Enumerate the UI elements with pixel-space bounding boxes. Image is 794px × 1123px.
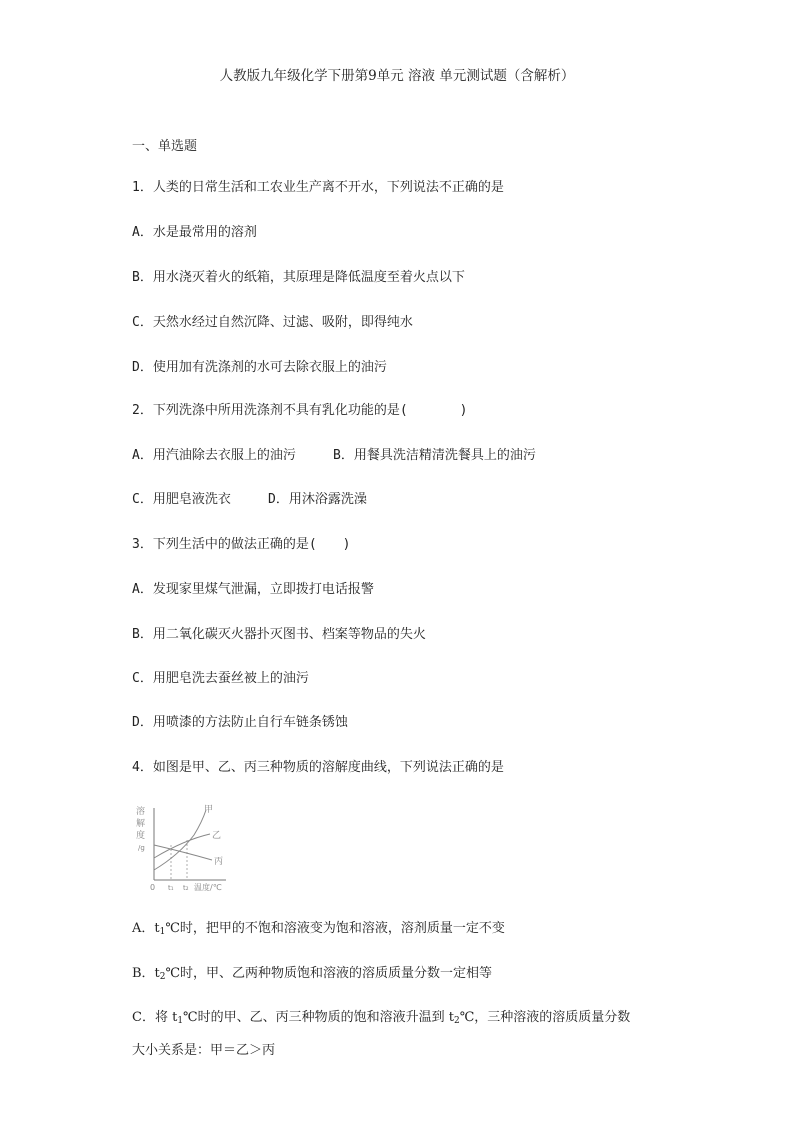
y-label-2: 解 [136,819,146,829]
y-label-4: /g [138,844,145,852]
solubility-curve-figure [134,800,234,895]
question-3-option-b: B．用二氧化碳灭火器扑灭图书、档案等物品的失火 [132,627,426,642]
question-1-stem: 1．人类的日常生活和工农业生产离不开水，下列说法不正确的是 [132,180,504,195]
question-1-option-c: C．天然水经过自然沉降、过滤、吸附，即得纯水 [132,315,413,330]
document-title: 人教版九年级化学下册第9单元 溶液 单元测试题（含解析） [219,68,575,84]
section-heading: 一、单选题 [132,139,198,154]
question-2-option-d: D．用沐浴露洗澡 [268,492,367,507]
question-4-option-a: A．$t_1℃$时，把甲的不饱和溶液变为饱和溶液，溶剂质量一定不变 [132,921,505,937]
question-3-option-d: D．用喷漆的方法防止自行车链条锈蚀 [132,715,348,730]
question-3-stem: 3．下列生活中的做法正确的是( ) [132,537,351,552]
question-1-option-a: A．水是最常用的溶剂 [132,225,257,240]
question-2-option-a: A．用汽油除去衣服上的油污 [132,448,296,463]
question-4-option-b: B．$t_2℃$时，甲、乙两种物质饱和溶液的溶质质量分数一定相等 [132,966,493,982]
series-label-bing: 丙 [214,857,224,867]
question-4-option-c: C．将 $t_1℃$时的甲、乙、丙三种物质的饱和溶液升温到 $t_2℃$，三种溶液的溶质质量分数 [132,1010,631,1026]
tick-t2: t₂ [183,884,189,892]
question-2-option-b: B．用餐具洗洁精清洗餐具上的油污 [333,448,536,463]
question-2-stem: 2．下列洗涤中所用洗涤剂不具有乳化功能的是( ) [132,403,468,418]
series-label-yi: 乙 [212,831,222,841]
question-3-option-a: A．发现家里煤气泄漏，立即拨打电话报警 [132,582,374,597]
x-axis-label: 温度/℃ [194,883,222,892]
curve-yi [154,834,210,858]
question-1-option-b: B．用水浇灭着火的纸箱，其原理是降低温度至着火点以下 [132,270,465,285]
series-label-jia: 甲 [204,805,214,815]
curve-jia [154,810,206,870]
tick-t1: t₁ [168,884,174,892]
question-4-option-c-continued: 大小关系是：甲＝乙＞丙 [132,1043,276,1058]
question-1-option-d: D．使用加有洗涤剂的水可去除衣服上的油污 [132,360,387,375]
question-2-option-c: C．用肥皂液洗衣 [132,492,231,507]
y-label-1: 溶 [136,807,146,817]
y-label-3: 度 [136,831,146,841]
origin-label: 0 [150,883,156,892]
question-3-option-c: C．用肥皂洗去蚕丝被上的油污 [132,671,309,686]
question-4-stem: 4．如图是甲、乙、丙三种物质的溶解度曲线，下列说法正确的是 [132,760,504,775]
